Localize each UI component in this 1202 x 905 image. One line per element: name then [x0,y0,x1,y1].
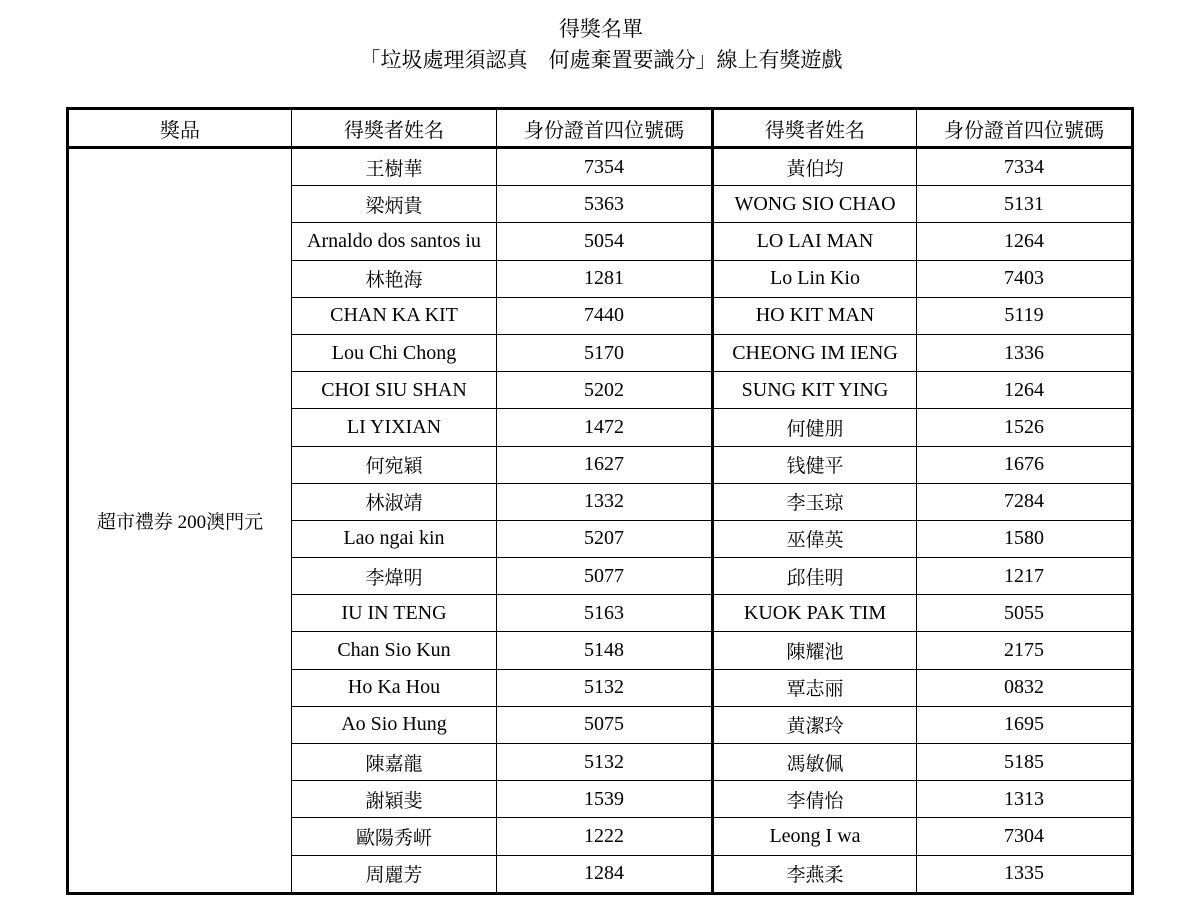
winner-name-cell: 何健朋 [713,409,917,446]
header-winner-name-2: 得獎者姓名 [713,109,917,148]
winner-name-cell: Chan Sio Kun [292,632,497,669]
winner-name-cell: Ao Sio Hung [292,706,497,743]
id-prefix-cell: 5163 [497,595,713,632]
winner-name-cell: KUOK PAK TIM [713,595,917,632]
id-prefix-cell: 1313 [917,781,1133,818]
id-prefix-cell: 1222 [497,818,713,855]
winner-name-cell: IU IN TENG [292,595,497,632]
winner-name-cell: 周麗芳 [292,855,497,893]
winner-name-cell: 陳耀池 [713,632,917,669]
id-prefix-cell: 2175 [917,632,1133,669]
id-prefix-cell: 5077 [497,558,713,595]
winner-name-cell: 王樹華 [292,148,497,186]
winner-name-cell: 邱佳明 [713,558,917,595]
table-header-row [68,109,1133,148]
table-row [68,148,1133,186]
document-title [0,14,1202,76]
header-prize: 獎品 [68,109,292,148]
id-prefix-cell: 1526 [917,409,1133,446]
id-prefix-cell: 1539 [497,781,713,818]
winner-name-cell: 歐陽秀岍 [292,818,497,855]
winner-name-cell: Leong I wa [713,818,917,855]
id-prefix-cell: 5131 [917,186,1133,223]
winner-name-cell: 李煒明 [292,558,497,595]
id-prefix-cell: 5055 [917,595,1133,632]
winner-name-cell: 李倩怡 [713,781,917,818]
header-winner-name-1: 得獎者姓名 [292,109,497,148]
id-prefix-cell: 7440 [497,297,713,334]
winner-name-cell: 梁炳貴 [292,186,497,223]
id-prefix-cell: 5119 [917,297,1133,334]
id-prefix-cell: 5075 [497,706,713,743]
id-prefix-cell: 7334 [917,148,1133,186]
id-prefix-cell: 1264 [917,372,1133,409]
winner-name-cell: Lou Chi Chong [292,334,497,371]
winner-name-cell: 李燕柔 [713,855,917,893]
id-prefix-cell: 7403 [917,260,1133,297]
id-prefix-cell: 1695 [917,706,1133,743]
winner-name-cell: WONG SIO CHAO [713,186,917,223]
winner-name-cell: CHOI SIU SHAN [292,372,497,409]
id-prefix-cell: 1676 [917,446,1133,483]
id-prefix-cell: 5054 [497,223,713,260]
winner-name-cell: Lao ngai kin [292,520,497,557]
id-prefix-cell: 7354 [497,148,713,186]
id-prefix-cell: 1281 [497,260,713,297]
title-line-2: 「垃圾處理須認真 何處棄置要識分」線上有獎遊戲 [359,48,843,72]
id-prefix-cell: 1335 [917,855,1133,893]
id-prefix-cell: 5207 [497,520,713,557]
id-prefix-cell: 7284 [917,483,1133,520]
winner-name-cell: 何宛穎 [292,446,497,483]
header-id-prefix-1: 身份證首四位號碼 [497,109,713,148]
winner-name-cell: 馮敏佩 [713,744,917,781]
winner-name-cell: HO KIT MAN [713,297,917,334]
prize-cell: 超市禮券 200澳門元 [68,148,292,894]
winner-name-cell: CHEONG IM IENG [713,334,917,371]
winner-name-cell: 謝穎斐 [292,781,497,818]
id-prefix-cell: 7304 [917,818,1133,855]
winner-name-cell: CHAN KA KIT [292,297,497,334]
winner-name-cell: 黃伯均 [713,148,917,186]
id-prefix-cell: 5363 [497,186,713,223]
id-prefix-cell: 0832 [917,669,1133,706]
id-prefix-cell: 1627 [497,446,713,483]
winner-name-cell: 林艳海 [292,260,497,297]
winner-name-cell: 陳嘉龍 [292,744,497,781]
winner-name-cell: 覃志丽 [713,669,917,706]
winner-name-cell: 李玉琼 [713,483,917,520]
id-prefix-cell: 5148 [497,632,713,669]
id-prefix-cell: 1580 [917,520,1133,557]
id-prefix-cell: 1472 [497,409,713,446]
id-prefix-cell: 5132 [497,744,713,781]
id-prefix-cell: 5202 [497,372,713,409]
winner-name-cell: 巫偉英 [713,520,917,557]
id-prefix-cell: 1217 [917,558,1133,595]
winner-name-cell: Ho Ka Hou [292,669,497,706]
winner-name-cell: 钱健平 [713,446,917,483]
winner-name-cell: LO LAI MAN [713,223,917,260]
winner-name-cell: LI YIXIAN [292,409,497,446]
winner-name-cell: SUNG KIT YING [713,372,917,409]
id-prefix-cell: 5170 [497,334,713,371]
header-id-prefix-2: 身份證首四位號碼 [917,109,1133,148]
winner-name-cell: Arnaldo dos santos iu [292,223,497,260]
id-prefix-cell: 1336 [917,334,1133,371]
id-prefix-cell: 1332 [497,483,713,520]
id-prefix-cell: 1284 [497,855,713,893]
winners-table [66,107,1134,895]
id-prefix-cell: 5185 [917,744,1133,781]
id-prefix-cell: 1264 [917,223,1133,260]
winner-name-cell: 林淑靖 [292,483,497,520]
winner-name-cell: 黄潔玲 [713,706,917,743]
title-line-1: 得獎名單 [559,17,643,41]
winner-name-cell: Lo Lin Kio [713,260,917,297]
id-prefix-cell: 5132 [497,669,713,706]
